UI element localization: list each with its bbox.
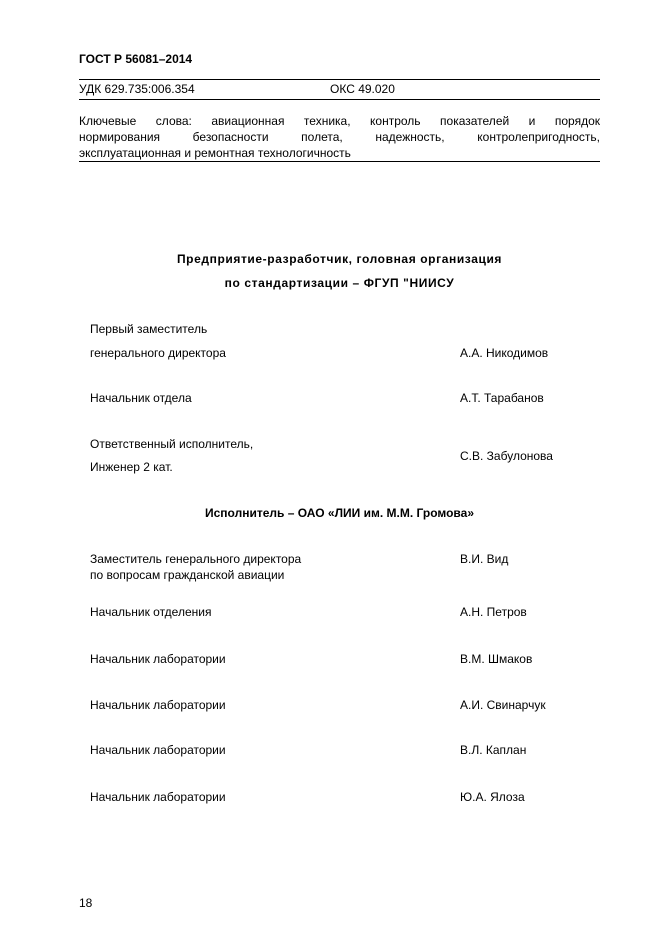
developer-heading-line2: по стандартизации – ФГУП "НИИСУ (224, 276, 455, 290)
keywords-line: эксплуатационная и ремонтная технологичность (79, 146, 351, 160)
header-rule-middle (79, 99, 600, 100)
signatory-name: В.М. Шмаков (460, 652, 533, 666)
signatory-position: генерального директора (90, 346, 226, 360)
udk-code: УДК 629.735:006.354 (79, 82, 195, 96)
signatory-position: Начальник отдела (90, 391, 192, 405)
signatory-position: Начальник отделения (90, 605, 212, 619)
keywords-block (79, 113, 600, 161)
signatory-position: Инженер 2 кат. (90, 460, 173, 474)
developer-heading-line1: Предприятие-разработчик, головная организация (176, 252, 503, 266)
signatory-position: Заместитель генерального директора (90, 552, 302, 566)
signatory-name: С.В. Забулонова (460, 449, 553, 463)
keywords-line: Ключевые слова: авиационная техника, контроль показателей и порядок (79, 114, 600, 128)
signatory-name: А.Т. Тарабанов (460, 391, 544, 405)
signatory-name: Ю.А. Ялоза (460, 790, 525, 804)
oks-code: ОКС 49.020 (330, 82, 395, 96)
signatory-name: А.А. Никодимов (460, 346, 549, 360)
signatory-name: А.Н. Петров (460, 605, 527, 619)
signatory-position: Ответственный исполнитель, (90, 437, 254, 451)
page-number: 18 (79, 896, 93, 910)
signatory-position: по вопросам гражданской авиации (90, 568, 285, 582)
signatory-name: В.И. Вид (460, 552, 509, 566)
header-rule-top (79, 79, 600, 80)
signatory-name: В.Л. Каплан (460, 743, 527, 757)
header-rule-bottom (79, 161, 600, 162)
executor-heading: Исполнитель – ОАО «ЛИИ им. М.М. Громова» (205, 506, 474, 520)
keywords-line: нормирования безопасности полета, надежность, контролепригодность, (79, 130, 600, 144)
signatory-position: Начальник лаборатории (90, 790, 226, 804)
signatory-position: Начальник лаборатории (90, 743, 226, 757)
document-code: ГОСТ Р 56081–2014 (79, 52, 193, 66)
signatory-position: Начальник лаборатории (90, 698, 226, 712)
signatory-name: А.И. Свинарчук (460, 698, 546, 712)
signatory-position: Первый заместитель (90, 322, 208, 336)
signatory-position: Начальник лаборатории (90, 652, 226, 666)
